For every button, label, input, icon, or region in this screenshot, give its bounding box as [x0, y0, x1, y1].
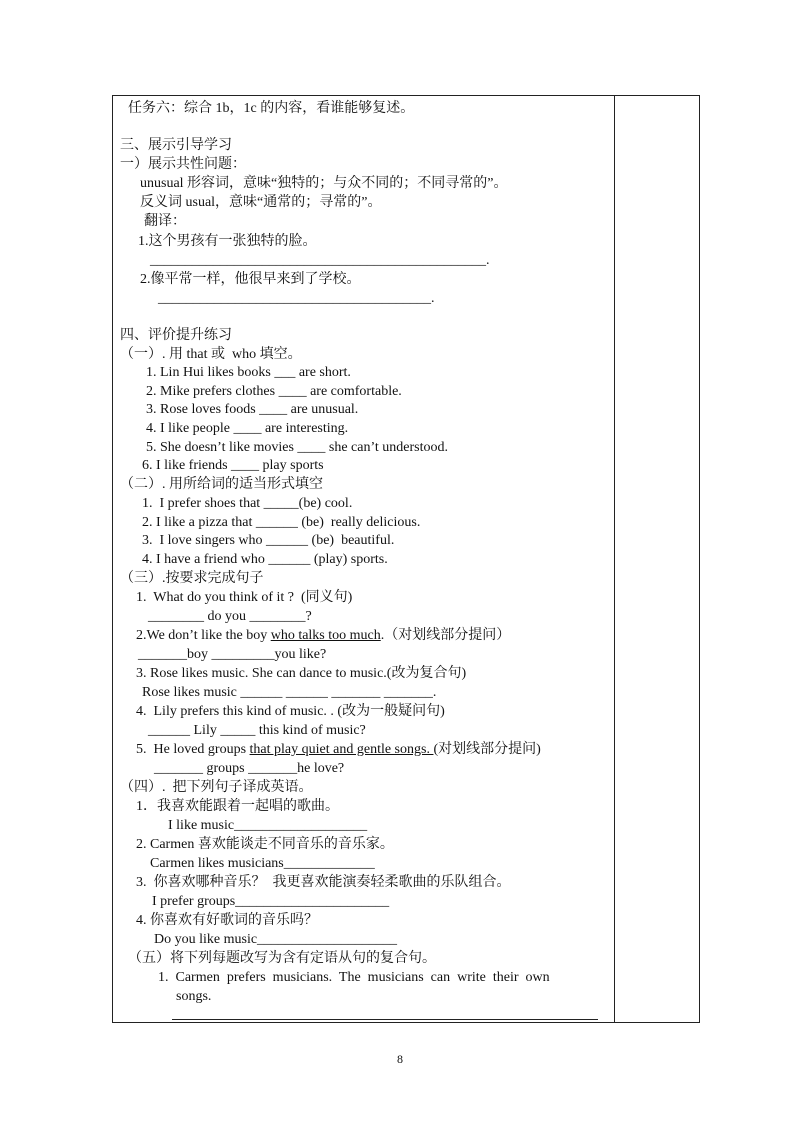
part1-item: 2. Mike prefers clothes ____ are comfortable.	[146, 384, 402, 399]
unusual-def: unusual 形容词，意味“独特的；与众不同的；不同寻常的”。	[140, 176, 508, 191]
usual-def: 反义词 usual，意味“通常的；寻常的”。	[140, 195, 382, 210]
part3-q3: 3. Rose likes music. She can dance to music.(改为复合句)	[136, 666, 467, 681]
section3-title: 三、展示引导学习	[120, 138, 232, 153]
part3-q5-post: (对划线部分提问)	[433, 742, 541, 757]
translate-q1: 1.这个男孩有一张独特的脸。	[138, 234, 317, 249]
part3-q4-answer: ______ Lily _____ this kind of music?	[148, 723, 366, 738]
part3-q1: 1. What do you think of it ? (同义句)	[136, 590, 353, 605]
part2-item: 2. I like a pizza that ______ (be) really delicious.	[142, 515, 421, 530]
part3-q5	[136, 741, 541, 759]
part1-item: 6. I like friends ____ play sports	[142, 458, 324, 473]
part1-item: 3. Rose loves foods ____ are unusual.	[146, 402, 359, 417]
task6-line: 任务六：综合 1b，1c 的内容，看谁能够复述。	[128, 101, 415, 116]
translate-q1-blank: ________________________________________________.	[150, 253, 490, 268]
section3-sub1: 一）展示共性问题：	[120, 157, 246, 172]
translate-q2: 2.像平常一样，他很早来到了学校。	[140, 272, 361, 287]
part4-title: （四）. 把下列句子译成英语。	[120, 780, 313, 795]
part3-q2	[136, 627, 510, 645]
part2-item: 3. I love singers who ______ (be) beautiful.	[142, 533, 395, 548]
part3-q2-post: .（对划线部分提问）	[380, 628, 511, 643]
part1-title: （一）. 用 that 或 who 填空。	[120, 347, 302, 362]
translate-label: 翻译：	[144, 214, 186, 229]
part4-q4-answer: Do you like music____________________	[154, 932, 398, 947]
part4-q3: 3. 你喜欢哪种音乐？ 我更喜欢能演奏轻柔歌曲的乐队组合。	[136, 875, 511, 890]
part2-item: 1. I prefer shoes that _____(be) cool.	[142, 496, 353, 511]
part1-item: 1. Lin Hui likes books ___ are short.	[146, 365, 351, 380]
part1-item: 5. She doesn’t like movies ____ she can’t understood.	[146, 440, 448, 455]
part3-q3-answer: Rose likes music ______ ______ _______ _______.	[142, 685, 437, 700]
part2-item: 4. I have a friend who ______ (play) sports.	[142, 552, 388, 567]
part3-q5-pre: 5. He loved groups	[136, 742, 250, 757]
part3-title: （三）.按要求完成句子	[120, 571, 264, 586]
part5-title: （五）将下列每题改写为含有定语从句的复合句。	[128, 951, 436, 966]
translate-q2-blank: _______________________________________.	[158, 291, 435, 306]
part4-q2-answer: Carmen likes musicians_____________	[150, 856, 375, 871]
part1-item: 4. I like people ____ are interesting.	[146, 421, 349, 436]
part2-title: （二）. 用所给词的适当形式填空	[120, 477, 323, 492]
table-column-divider	[614, 95, 615, 1023]
part3-q2-underlined: who talks too much	[270, 628, 381, 643]
part5-q1-answer-line	[172, 1019, 598, 1020]
section4-title: 四、评价提升练习	[120, 328, 232, 343]
part3-q5-underlined: that play quiet and gentle songs.	[249, 742, 434, 757]
part4-q1-answer: I like music___________________	[168, 818, 368, 833]
part4-q1: 1．我喜欢能跟着一起唱的歌曲。	[136, 799, 339, 814]
part4-q3-answer: I prefer groups______________________	[152, 894, 390, 909]
part5-q1-line1: 1. Carmen prefers musicians. The musicians can write their own	[158, 970, 550, 985]
page-number: 8	[397, 1052, 403, 1066]
part4-q2: 2. Carmen 喜欢能谈走不同音乐的音乐家。	[136, 837, 394, 852]
part3-q4: 4. Lily prefers this kind of music. . (改为一般疑问句)	[136, 704, 445, 719]
part3-q2-answer: _______boy _________you like?	[138, 647, 327, 662]
part3-q1-answer: ________ do you ________?	[148, 609, 312, 624]
part3-q2-pre: 2.We don’t like the boy	[136, 628, 271, 643]
part4-q4: 4. 你喜欢有好歌词的音乐吗？	[136, 913, 318, 928]
part5-q1-line2: songs.	[176, 989, 212, 1004]
part3-q5-answer: _______ groups _______he love?	[154, 761, 345, 776]
